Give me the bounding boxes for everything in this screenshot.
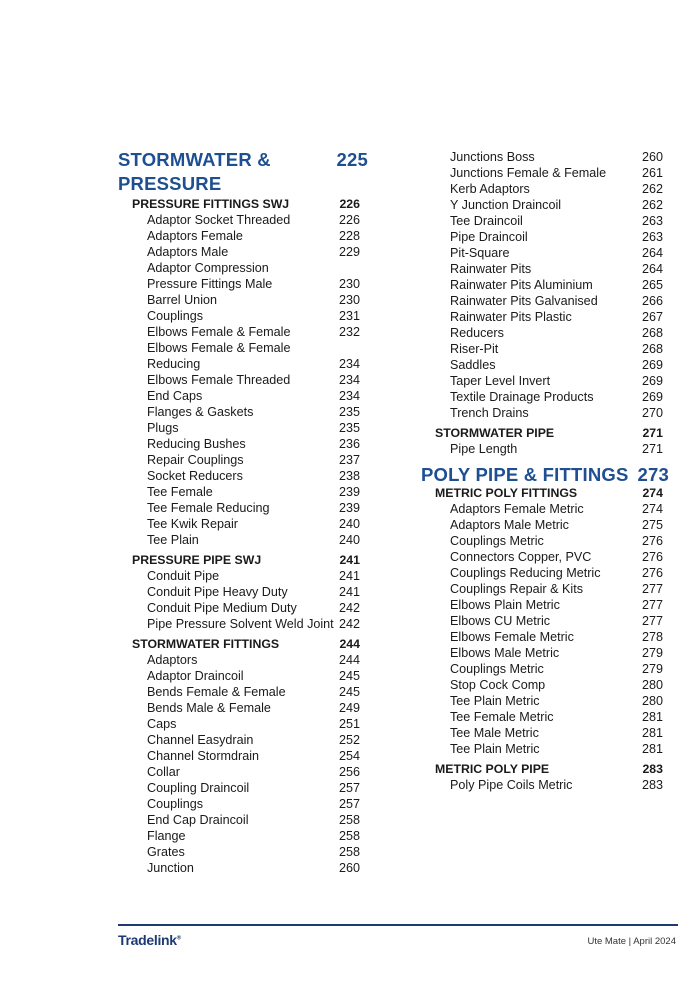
toc-entry[interactable] xyxy=(118,404,370,420)
toc-page-number: 264 xyxy=(641,262,663,276)
toc-page-number: 225 xyxy=(336,149,368,170)
toc-entry-label: Kerb Adaptors xyxy=(450,182,530,196)
toc-entry[interactable] xyxy=(421,341,671,357)
toc-entry[interactable] xyxy=(118,652,370,668)
toc-page-number: 276 xyxy=(641,534,663,548)
toc-page-number: 234 xyxy=(338,357,360,371)
toc-page-number: 279 xyxy=(641,646,663,660)
toc-entry-label: Elbows Female & Female xyxy=(147,325,291,339)
toc-entry[interactable] xyxy=(118,276,370,292)
toc-subsection-heading[interactable] xyxy=(118,552,370,568)
toc-page-number: 267 xyxy=(641,310,663,324)
footer-divider xyxy=(118,924,678,926)
toc-entry-label: Channel Stormdrain xyxy=(147,749,260,763)
toc-entry[interactable] xyxy=(421,293,671,309)
toc-page-number: 266 xyxy=(641,294,663,308)
toc-entry-label: Bends Male & Female xyxy=(147,701,271,715)
toc-page-number: 263 xyxy=(641,230,663,244)
toc-entry-label: Saddles xyxy=(450,358,496,372)
toc-entry-label: Adaptors Female Metric xyxy=(450,502,584,516)
toc-entry-label: Couplings Repair & Kits xyxy=(450,582,583,596)
toc-section-heading[interactable] xyxy=(421,463,671,487)
toc-page-number: 258 xyxy=(338,845,360,859)
toc-entry[interactable] xyxy=(421,165,671,181)
toc-entry-label: Adaptor Draincoil xyxy=(147,669,244,683)
toc-page-number: 228 xyxy=(338,229,360,243)
toc-entry[interactable] xyxy=(421,725,671,741)
toc-page-number: 230 xyxy=(338,293,360,307)
toc-page-number: 277 xyxy=(641,614,663,628)
toc-page-number: 240 xyxy=(338,517,360,531)
toc-page-number: 281 xyxy=(641,726,663,740)
toc-entry-label: Rainwater Pits Aluminium xyxy=(450,278,593,292)
toc-entry-label: Junctions Female & Female xyxy=(450,166,607,180)
footer-publication: Ute Mate | April 2024 xyxy=(587,936,676,947)
toc-entry[interactable] xyxy=(421,261,671,277)
toc-entry[interactable] xyxy=(421,245,671,261)
toc-entry-label: Stop Cock Comp xyxy=(450,678,546,692)
toc-entry[interactable] xyxy=(118,436,370,452)
toc-entry[interactable] xyxy=(118,764,370,780)
toc-entry-label: Tee Kwik Repair xyxy=(147,517,238,531)
toc-page-number: 241 xyxy=(338,585,360,599)
toc-page-number: 231 xyxy=(338,309,360,323)
toc-entry[interactable] xyxy=(421,517,671,533)
toc-page-number: 226 xyxy=(339,197,360,211)
toc-page-number: 234 xyxy=(338,389,360,403)
toc-entry[interactable] xyxy=(118,600,370,616)
toc-entry[interactable] xyxy=(118,532,370,548)
toc-entry-label: Channel Easydrain xyxy=(147,733,254,747)
toc-page-number: 256 xyxy=(338,765,360,779)
toc-entry-label: Elbows Female Threaded xyxy=(147,373,291,387)
toc-entry[interactable] xyxy=(421,565,671,581)
toc-entry-label: Couplings Metric xyxy=(450,662,544,676)
toc-page-number: 263 xyxy=(641,214,663,228)
toc-entry-label: Couplings Metric xyxy=(450,534,544,548)
toc-page-number: 262 xyxy=(641,198,663,212)
toc-entry[interactable] xyxy=(421,325,671,341)
toc-entry[interactable] xyxy=(118,828,370,844)
toc-page-number: 242 xyxy=(338,601,360,615)
toc-entry-label: Tee Draincoil xyxy=(450,214,523,228)
toc-entry-label: Adaptors xyxy=(147,653,198,667)
toc-entry[interactable] xyxy=(421,549,671,565)
toc-entry[interactable] xyxy=(118,716,370,732)
toc-page-number: 269 xyxy=(641,358,663,372)
toc-entry-label: Tee Female xyxy=(147,485,213,499)
toc-page-number: 249 xyxy=(338,701,360,715)
toc-entry-label: Bends Female & Female xyxy=(147,685,286,699)
toc-page-number: 234 xyxy=(338,373,360,387)
toc-entry-label: METRIC POLY FITTINGS xyxy=(435,486,578,500)
toc-page-number: 260 xyxy=(641,150,663,164)
toc-page-number: 283 xyxy=(642,762,663,776)
toc-entry[interactable] xyxy=(118,388,370,404)
toc-entry[interactable] xyxy=(118,684,370,700)
toc-page-number: 281 xyxy=(641,710,663,724)
toc-entry[interactable] xyxy=(118,584,370,600)
toc-entry[interactable] xyxy=(421,309,671,325)
toc-entry-label: PRESSURE PIPE SWJ xyxy=(132,553,262,567)
toc-entry-label: Pipe Draincoil xyxy=(450,230,528,244)
toc-entry-label: Elbows Female & Female xyxy=(147,341,291,355)
toc-entry[interactable] xyxy=(421,597,671,613)
toc-entry-label: Couplings xyxy=(147,309,204,323)
toc-entry-label: STORMWATER PIPE xyxy=(435,426,555,440)
toc-entry[interactable] xyxy=(118,780,370,796)
toc-page-number: 268 xyxy=(641,342,663,356)
toc-page-number: 241 xyxy=(339,553,360,567)
toc-page-number: 262 xyxy=(641,182,663,196)
toc-subsection-heading[interactable] xyxy=(421,761,671,777)
toc-entry[interactable] xyxy=(118,844,370,860)
toc-page-number: 237 xyxy=(338,453,360,467)
toc-page-number: 244 xyxy=(338,653,360,667)
toc-entry[interactable] xyxy=(421,693,671,709)
toc-entry-label: Elbows Plain Metric xyxy=(450,598,560,612)
toc-entry-label: Elbows Male Metric xyxy=(450,646,560,660)
toc-entry[interactable] xyxy=(118,452,370,468)
toc-entry[interactable] xyxy=(118,484,370,500)
toc-subsection-heading[interactable] xyxy=(421,425,671,441)
toc-entry-label: Coupling Draincoil xyxy=(147,781,250,795)
toc-page-number: 232 xyxy=(338,325,360,339)
toc-page-number: 276 xyxy=(641,566,663,580)
toc-page-number: 251 xyxy=(338,717,360,731)
toc-page-number: 271 xyxy=(641,442,663,456)
toc-page-number: 241 xyxy=(338,569,360,583)
toc-entry[interactable] xyxy=(421,533,671,549)
toc-entry[interactable] xyxy=(118,324,370,340)
toc-subsection-heading[interactable] xyxy=(118,196,370,212)
toc-entry[interactable] xyxy=(421,629,671,645)
toc-entry-label: Rainwater Pits Plastic xyxy=(450,310,572,324)
toc-entry-label: Tee Male Metric xyxy=(450,726,539,740)
toc-page-number: 264 xyxy=(641,246,663,260)
toc-entry[interactable] xyxy=(118,812,370,828)
toc-entry-label: PRESSURE FITTINGS SWJ xyxy=(132,197,290,211)
toc-entry-label: POLY PIPE & FITTINGS xyxy=(421,464,629,485)
toc-entry[interactable] xyxy=(118,372,370,388)
toc-page-number: 240 xyxy=(338,533,360,547)
toc-page-number: 257 xyxy=(338,797,360,811)
toc-entry-label: Conduit Pipe xyxy=(147,569,220,583)
toc-entry-label: STORMWATER FITTINGS xyxy=(132,637,280,651)
toc-entry-label: Couplings Reducing Metric xyxy=(450,566,601,580)
toc-entry-label: Connectors Copper, PVC xyxy=(450,550,592,564)
toc-entry[interactable] xyxy=(118,616,370,632)
toc-entry-label: Adaptors Male Metric xyxy=(450,518,569,532)
toc-page-number: 271 xyxy=(642,426,663,440)
toc-entry[interactable] xyxy=(421,373,671,389)
toc-entry-label: Textile Drainage Products xyxy=(450,390,594,404)
toc-entry-label: Caps xyxy=(147,717,177,731)
toc-page-number: 245 xyxy=(338,669,360,683)
toc-entry[interactable] xyxy=(421,645,671,661)
toc-entry-label: Trench Drains xyxy=(450,406,529,420)
toc-entry-label: End Cap Draincoil xyxy=(147,813,249,827)
toc-entry-label: Repair Couplings xyxy=(147,453,244,467)
toc-entry[interactable] xyxy=(118,212,370,228)
toc-page-number: 226 xyxy=(338,213,360,227)
toc-entry-label: STORMWATER & PRESSURE xyxy=(118,149,271,194)
toc-entry-label: Adaptor Socket Threaded xyxy=(147,213,291,227)
toc-entry[interactable] xyxy=(421,661,671,677)
toc-page-number: 283 xyxy=(641,778,663,792)
toc-entry-label: Tee Plain Metric xyxy=(450,694,540,708)
toc-left-column xyxy=(118,148,370,876)
toc-entry[interactable] xyxy=(118,356,370,372)
toc-subsection-heading[interactable] xyxy=(421,485,671,501)
toc-entry-label: Collar xyxy=(147,765,180,779)
toc-entry-label: Taper Level Invert xyxy=(450,374,551,388)
toc-entry-label: Pipe Length xyxy=(450,442,518,456)
toc-entry[interactable] xyxy=(421,777,671,793)
toc-page-number: 242 xyxy=(338,617,360,631)
toc-entry-label: Flanges & Gaskets xyxy=(147,405,254,419)
toc-page-number: 279 xyxy=(641,662,663,676)
toc-page-number: 260 xyxy=(338,861,360,875)
toc-entry-label: Reducing xyxy=(147,357,201,371)
toc-page-number: 258 xyxy=(338,829,360,843)
toc-entry[interactable] xyxy=(421,741,671,757)
toc-subsection-heading[interactable] xyxy=(118,636,370,652)
toc-entry-label: Pressure Fittings Male xyxy=(147,277,273,291)
toc-page-number: 269 xyxy=(641,374,663,388)
toc-page-number: 274 xyxy=(641,502,663,516)
toc-entry-label: Pit-Square xyxy=(450,246,510,260)
toc-entry[interactable] xyxy=(421,581,671,597)
toc-page-number: 281 xyxy=(641,742,663,756)
toc-page-number: 252 xyxy=(338,733,360,747)
toc-entry[interactable] xyxy=(118,468,370,484)
tradelink-logo: Tradelink® xyxy=(118,932,181,948)
toc-page-number: 268 xyxy=(641,326,663,340)
toc-entry[interactable] xyxy=(118,420,370,436)
toc-entry-label: Adaptor Compression xyxy=(147,261,269,275)
toc-section-heading[interactable] xyxy=(118,148,370,196)
toc-entry[interactable] xyxy=(421,277,671,293)
toc-page-number: 265 xyxy=(641,278,663,292)
toc-entry[interactable] xyxy=(421,149,671,165)
toc-entry-label: Tee Female Reducing xyxy=(147,501,270,515)
toc-page-number: 277 xyxy=(641,582,663,596)
toc-page-number: 278 xyxy=(641,630,663,644)
toc-entry-label: Elbows Female Metric xyxy=(450,630,574,644)
toc-entry[interactable] xyxy=(118,244,370,260)
toc-entry[interactable] xyxy=(118,668,370,684)
toc-page-number: 235 xyxy=(338,421,360,435)
toc-entry[interactable] xyxy=(118,340,370,356)
toc-entry[interactable] xyxy=(118,748,370,764)
toc-entry-label: End Caps xyxy=(147,389,203,403)
toc-page-number: 277 xyxy=(641,598,663,612)
toc-entry[interactable] xyxy=(118,292,370,308)
toc-entry-label: Rainwater Pits Galvanised xyxy=(450,294,598,308)
toc-entry[interactable] xyxy=(118,732,370,748)
toc-page-number: 245 xyxy=(338,685,360,699)
toc-entry[interactable] xyxy=(118,260,370,276)
toc-entry-label: Adaptors Male xyxy=(147,245,229,259)
toc-entry[interactable] xyxy=(118,700,370,716)
toc-entry[interactable] xyxy=(118,796,370,812)
toc-page-number: 257 xyxy=(338,781,360,795)
toc-entry-label: Flange xyxy=(147,829,186,843)
toc-page-number: 230 xyxy=(338,277,360,291)
toc-page-number: 236 xyxy=(338,437,360,451)
toc-entry[interactable] xyxy=(421,229,671,245)
toc-entry-label: Grates xyxy=(147,845,185,859)
toc-page-number: 275 xyxy=(641,518,663,532)
toc-entry-label: Plugs xyxy=(147,421,179,435)
toc-page-number: 280 xyxy=(641,694,663,708)
toc-entry-label: Adaptors Female xyxy=(147,229,243,243)
toc-page-number: 244 xyxy=(339,637,360,651)
toc-entry[interactable] xyxy=(118,568,370,584)
toc-page-number: 276 xyxy=(641,550,663,564)
toc-entry-label: Junctions Boss xyxy=(450,150,535,164)
toc-entry[interactable] xyxy=(421,405,671,421)
toc-entry-label: Couplings xyxy=(147,797,204,811)
toc-entry[interactable] xyxy=(118,860,370,876)
toc-entry[interactable] xyxy=(118,308,370,324)
toc-entry[interactable] xyxy=(421,677,671,693)
toc-right-column xyxy=(421,149,671,793)
toc-page-number: 239 xyxy=(338,501,360,515)
toc-page-number: 261 xyxy=(641,166,663,180)
toc-entry[interactable] xyxy=(421,197,671,213)
toc-entry[interactable] xyxy=(421,709,671,725)
toc-entry[interactable] xyxy=(421,213,671,229)
toc-entry-label: Reducing Bushes xyxy=(147,437,246,451)
toc-entry-label: Tee Plain xyxy=(147,533,199,547)
toc-page-number: 269 xyxy=(641,390,663,404)
toc-entry[interactable] xyxy=(421,357,671,373)
toc-page-number: 280 xyxy=(641,678,663,692)
toc-entry-label: Poly Pipe Coils Metric xyxy=(450,778,573,792)
toc-entry-label: Pipe Pressure Solvent Weld Joint xyxy=(147,617,334,631)
toc-entry-label: Riser-Pit xyxy=(450,342,499,356)
toc-entry-label: Conduit Pipe Medium Duty xyxy=(147,601,297,615)
toc-page-number: 239 xyxy=(338,485,360,499)
toc-page-number: 235 xyxy=(338,405,360,419)
toc-entry-label: Tee Plain Metric xyxy=(450,742,540,756)
toc-entry-label: METRIC POLY PIPE xyxy=(435,762,550,776)
toc-entry[interactable] xyxy=(421,389,671,405)
toc-page-number: 273 xyxy=(637,464,669,485)
toc-entry[interactable] xyxy=(118,228,370,244)
toc-entry-label: Rainwater Pits xyxy=(450,262,532,276)
toc-entry[interactable] xyxy=(421,501,671,517)
toc-entry[interactable] xyxy=(421,441,671,457)
toc-entry-label: Tee Female Metric xyxy=(450,710,554,724)
toc-page-number: 270 xyxy=(641,406,663,420)
toc-entry[interactable] xyxy=(421,181,671,197)
toc-entry-label: Junction xyxy=(147,861,194,875)
toc-page-number: 229 xyxy=(338,245,360,259)
toc-entry-label: Socket Reducers xyxy=(147,469,243,483)
toc-entry[interactable] xyxy=(118,500,370,516)
toc-entry-label: Y Junction Draincoil xyxy=(450,198,562,212)
toc-entry[interactable] xyxy=(421,613,671,629)
toc-entry-label: Conduit Pipe Heavy Duty xyxy=(147,585,288,599)
brand-name: Tradelink xyxy=(118,932,177,948)
toc-page-number: 258 xyxy=(338,813,360,827)
toc-page-number: 238 xyxy=(338,469,360,483)
toc-page-number: 254 xyxy=(338,749,360,763)
toc-entry-label: Elbows CU Metric xyxy=(450,614,551,628)
toc-entry-label: Reducers xyxy=(450,326,504,340)
toc-entry-label: Barrel Union xyxy=(147,293,217,307)
toc-page-number: 274 xyxy=(642,486,663,500)
toc-entry[interactable] xyxy=(118,516,370,532)
